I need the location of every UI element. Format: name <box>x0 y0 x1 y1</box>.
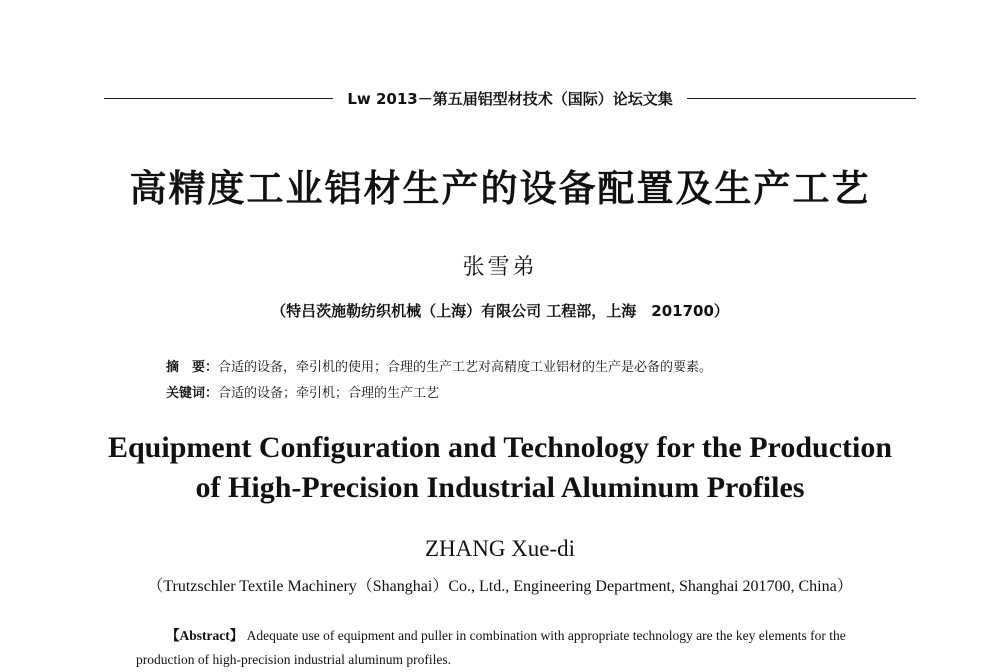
chinese-keywords <box>166 382 886 401</box>
chinese-title: 高精度工业铝材生产的设备配置及生产工艺 <box>129 166 871 210</box>
chinese-keywords-text: 合适的设备；牵引机；合理的生产工艺 <box>218 386 440 401</box>
running-title: Lw 2013－第五届铝型材技术（国际）论坛文集 <box>347 89 673 108</box>
chinese-affiliation: （特吕茨施勒纺织机械（上海）有限公司 工程部，上海 201700） <box>271 302 729 320</box>
running-header <box>104 86 916 110</box>
chinese-keywords-label: 关键词： <box>166 386 219 401</box>
header-rule-right <box>687 98 916 99</box>
english-title-line-1: Equipment Configuration and Technology for the Production <box>107 431 893 464</box>
header-rule-left <box>104 98 333 99</box>
english-affiliation: （Trutzschler Textile Machinery（Shanghai）Co., Ltd., Engineering Department, Shanghai 201700, China） <box>147 578 853 595</box>
english-abstract-text: Adequate use of equipment and puller in combination with appropriate technology are the key elements for the production of high-precision industrial aluminum profiles. <box>136 628 846 667</box>
english-abstract-label: 【Abstract】 <box>166 628 244 643</box>
chinese-abstract <box>166 356 886 375</box>
english-abstract <box>136 624 896 672</box>
english-title <box>0 428 1000 508</box>
chinese-abstract-text: 合适的设备，牵引机的使用；合理的生产工艺对高精度工业铝材的生产是必备的要素。 <box>218 360 713 375</box>
english-author: ZHANG Xue-di <box>424 536 576 561</box>
chinese-author: 张雪弟 <box>462 255 538 280</box>
english-title-line-2: of High-Precision Industrial Aluminum Profiles <box>195 471 805 504</box>
chinese-abstract-label: 摘 要： <box>166 360 219 375</box>
